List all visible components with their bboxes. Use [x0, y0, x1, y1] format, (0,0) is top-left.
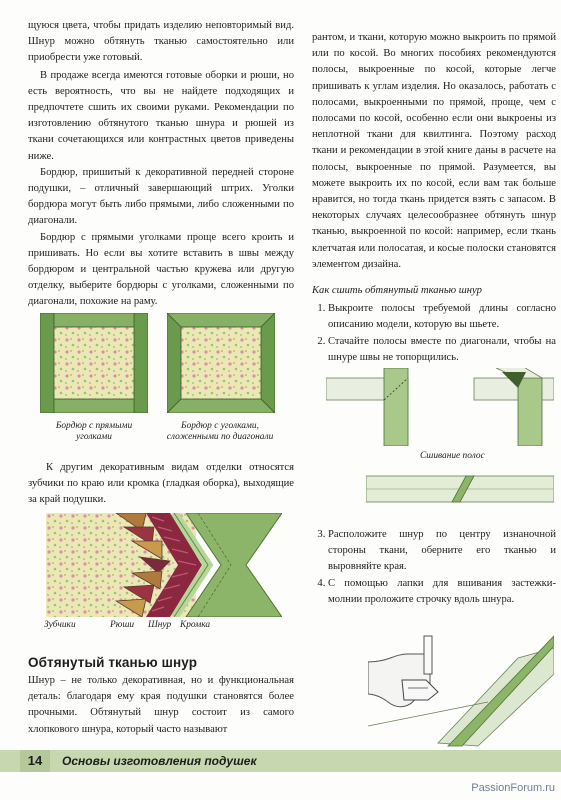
step-item: 1. Выкроите полосы требуемой длины согласно описанию модели, которую вы шьете. — [328, 301, 556, 333]
left-column — [28, 18, 294, 311]
paragraph: Бордюр, пришитый к декоративной передней стороне подушки, – отличный завершающий штрих. Уголки бордюра могут быть либо прямыми, либо сложенными по диагонали. — [28, 166, 294, 227]
step-item: 4. С помощью лапки для вшивания застежки-молнии проложите строчку вдоль шнура. — [328, 576, 556, 608]
joined-strip-illustration — [366, 472, 554, 504]
caption-ryushi: Рюши — [110, 620, 135, 630]
caption-kromka: Кромка — [180, 620, 211, 630]
watermark: PassionForum.ru — [471, 782, 555, 794]
sewing-machine-foot-illustration — [368, 618, 554, 748]
section-title: Обтянутый тканью шнур — [28, 655, 198, 670]
right-column — [312, 30, 556, 366]
caption-zubchiki: Зубчики — [44, 620, 76, 630]
trims-illustration — [46, 513, 282, 617]
caption-shnur: Шнур — [148, 620, 172, 630]
steps-list-b — [312, 527, 556, 608]
page-number: 14 — [20, 750, 50, 772]
paragraph: В продаже всегда имеются готовые оборки и рюши, но есть вероятность, что вы не найдете подходящих и предпочтете сшить их своими руками. Рекомендации по изготовлению обтянутого тканью шнура и рюшей из ткани сочетающихся или контрастных цветов приведены ниже. — [28, 69, 294, 162]
paragraph: рантом, и ткани, которую можно выкроить по прямой или по косой. Во многих пособиях рекомендуются полосы, выкроенные по косой, которые легче пришивать к углам изделия. Но оказалось, работать с полосами, выкроенными по прямой, проще, чем с полосами по косой, особенно если они выкроены из неплотной ткани для квилтинга. Поэтому расход ткани и рекомендации в этой книге даны в расчете на полосы, выкроенные по прямой. Разумеется, вы можете выкроить их по косой, если вам так больше нравится, но тогда ткань придется взять с запасом. В некоторых случаях целесообразнее обтянуть шнур тканью, выкроенной по косой: например, если ткань клетчатая или полосатая, и косые полоски становятся элементом дизайна. — [312, 32, 556, 270]
paragraph: щуюся цвета, чтобы придать изделию неповторимый вид. Шнур можно обтянуть тканью самостоятельно или приобрести уже готовый. — [28, 20, 294, 64]
mitered-corner-border-illustration — [167, 313, 275, 413]
right-column-steps-b — [312, 527, 556, 608]
caption-seam: Сшивание полос — [420, 451, 485, 461]
caption-mitered-border: Бордюр с уголками, сложенными по диагонали — [166, 421, 274, 442]
steps-list-a — [312, 301, 556, 366]
step-item: 2. Стачайте полосы вместе по диагонали, чтобы на шнуре швы не топорщились. — [328, 334, 556, 366]
section-body — [28, 673, 294, 738]
footer-title: Основы изготовления подушек — [62, 754, 257, 768]
howto-title: Как сшить обтянутый тканью шнур — [312, 285, 482, 297]
left-column-2 — [28, 460, 294, 509]
caption-straight-border: Бордюр с прямыми уголками — [55, 421, 133, 442]
paragraph: Бордюр с прямыми уголками проще всего кроить и пришивать. Но если вы хотите вставить в швы между бордюром и центральной частью кружева или другую отделку, выберите бордюры с уголками, сложенными по диагонали, похожие на раму. — [28, 231, 294, 308]
paragraph: К другим декоративным видам отделки относятся зубчики по краю или кромка (гладкая оборка), выходящие за край подушки. — [28, 462, 294, 506]
paragraph: Шнур – не только декоративная, но и функциональная деталь: благодаря ему края подушки становятся более прочными. Обтянутый шнур состоит из самого хлопкового шнура, который часто называют — [28, 675, 294, 735]
strip-joining-illustration — [326, 368, 554, 446]
step-item: 3. Расположите шнур по центру изнаночной стороны ткани, оберните его тканью и выровняйте края. — [328, 527, 556, 576]
straight-corner-border-illustration — [40, 313, 148, 413]
